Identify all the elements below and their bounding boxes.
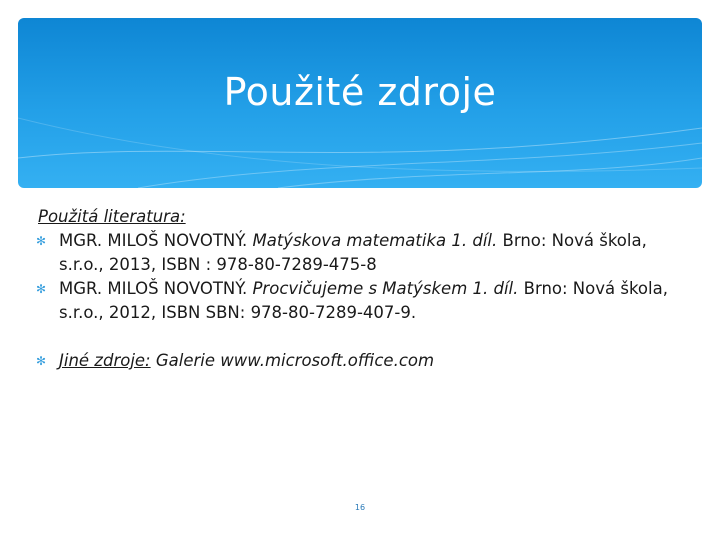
asterisk-bullet-icon: ✻	[36, 282, 47, 296]
slide-title: Použité zdroje	[223, 70, 497, 114]
reference-details: Brno: Nová škola, s.r.o., 2012, ISBN SBN: 978-80-7289-407-9.	[59, 279, 668, 322]
reference-author: MGR. MILOŠ NOVOTNÝ.	[59, 231, 248, 250]
other-sources-label: Jiné zdroje:	[59, 351, 151, 370]
reference-title: Procvičujeme s Matýskem 1. díl.	[252, 279, 519, 298]
reference-details: Brno: Nová škola, s.r.o., 2013, ISBN : 978-80-7289-475-8	[59, 231, 647, 274]
other-sources-item	[38, 349, 688, 373]
asterisk-bullet-icon: ✻	[36, 354, 47, 368]
asterisk-bullet-icon: ✻	[36, 234, 47, 248]
title-banner	[18, 18, 702, 188]
spacer	[38, 325, 688, 349]
reference-author: MGR. MILOŠ NOVOTNÝ.	[59, 279, 248, 298]
reference-item	[38, 277, 688, 325]
literature-heading: Použitá literatura:	[38, 207, 186, 226]
slide-content	[38, 205, 688, 373]
other-sources-value: Galerie www.microsoft.office.com	[155, 351, 435, 370]
reference-item	[38, 229, 688, 277]
reference-list	[38, 229, 688, 373]
page-number: 16	[354, 503, 366, 512]
reference-title: Matýskova matematika 1. díl.	[252, 231, 498, 250]
